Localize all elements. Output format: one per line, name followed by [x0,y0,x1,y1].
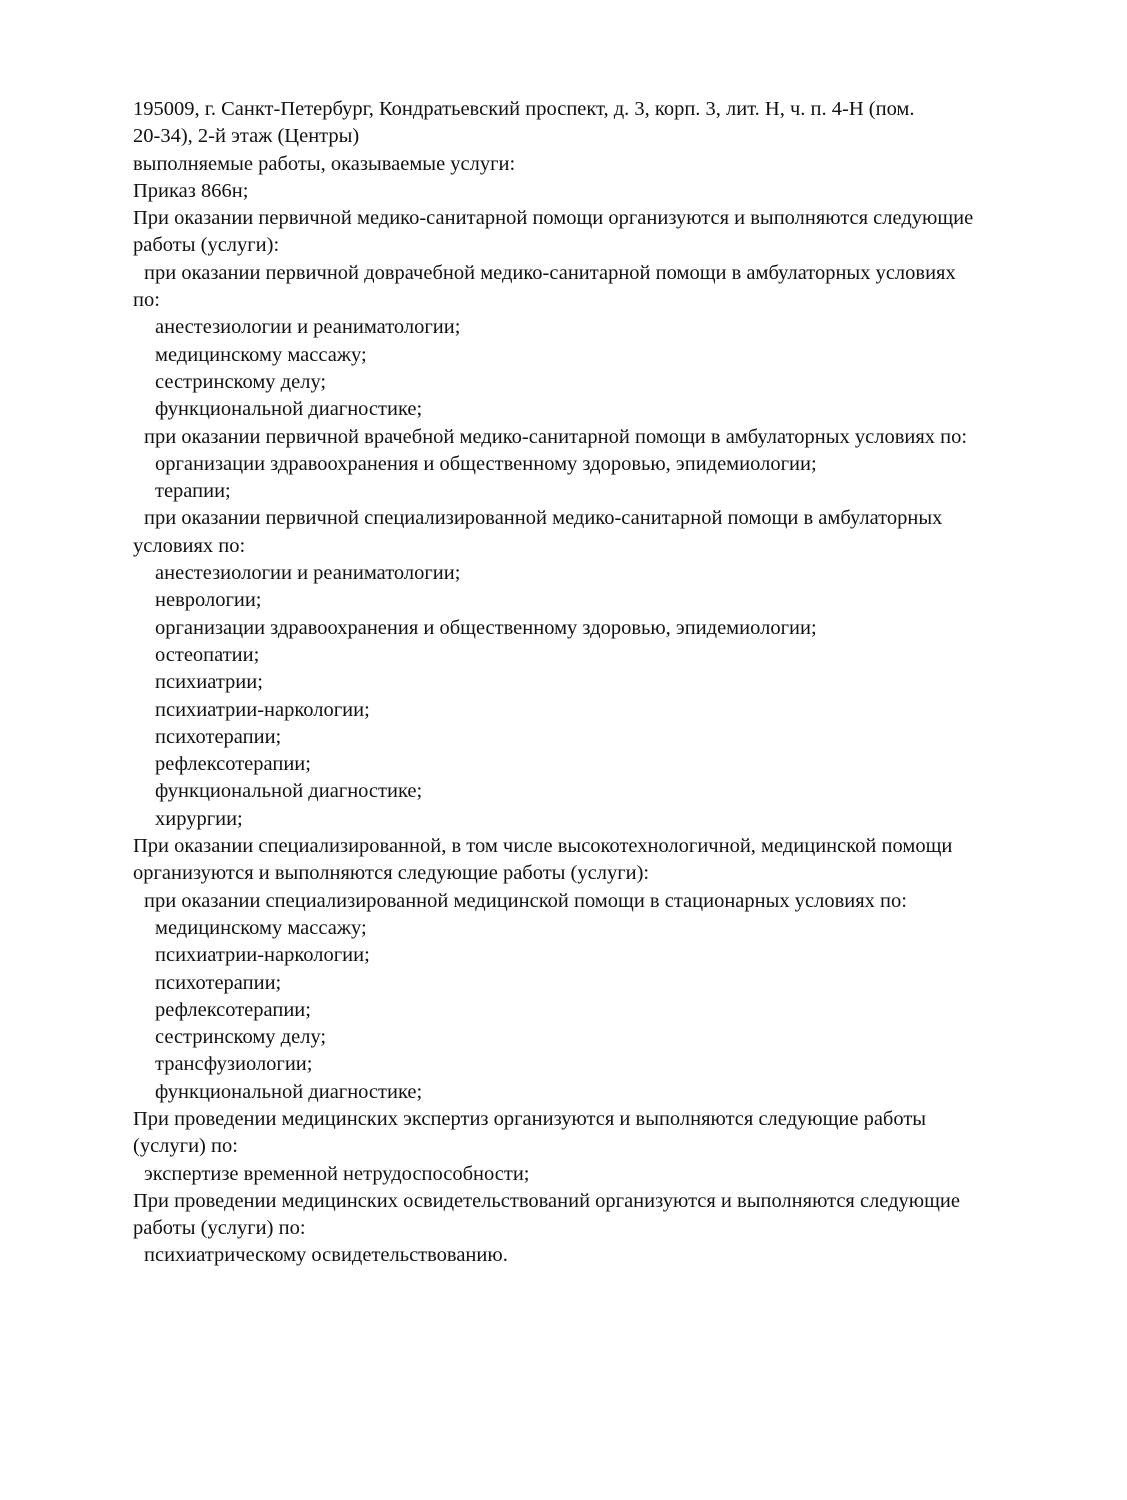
text-line: При оказании специализированной, в том числе высокотехнологичной, медицинской помощи [133,835,953,858]
text-line: При оказании первичной медико-санитарной помощи организуются и выполняются следующие [133,207,974,230]
text-line: выполняемые работы, оказываемые услуги: [133,152,516,175]
text-line: условиях по: [133,534,246,557]
text-line: Приказ 866н; [133,179,249,202]
text-line: При проведении медицинских экспертиз организуются и выполняются следующие работы [133,1107,927,1130]
list-item: психотерапии; [155,971,282,994]
list-item: функциональной диагностике; [155,1080,423,1103]
list-item: хирургии; [155,807,243,830]
list-item: функциональной диагностике; [155,398,423,421]
text-line: 195009, г. Санкт-Петербург, Кондратьевский проспект, д. 3, корп. 3, лит. Н, ч. п. 4-Н (пом. [133,98,915,120]
text-line: экспертизе временной нетрудоспособности; [144,1162,530,1185]
list-item: анестезиологии и реаниматологии; [155,316,461,339]
text-line: психиатрическому освидетельствованию. [144,1244,508,1267]
list-item: остеопатии; [155,643,260,666]
list-item: психиатрии-наркологии; [155,698,370,721]
list-item: сестринскому делу; [155,370,327,393]
text-line: при оказании первичной специализированной медико-санитарной помощи в амбулаторных [144,507,943,530]
list-item: психиатрии-наркологии; [155,944,370,967]
text-line: При проведении медицинских освидетельствований организуются и выполняются следующие [133,1189,960,1212]
text-line: при оказании первичной врачебной медико-санитарной помощи в амбулаторных условиях по: [144,425,968,448]
list-item: рефлексотерапии; [155,753,311,776]
text-line: по: [133,289,160,312]
text-line: работы (услуги): [133,234,280,257]
list-item: сестринскому делу; [155,1026,327,1049]
list-item: рефлексотерапии; [155,998,311,1021]
list-item: неврологии; [155,589,262,612]
list-item: медицинскому массажу; [155,343,367,366]
text-line: работы (услуги) по: [133,1217,306,1240]
document-body [133,96,1063,1270]
text-line: при оказании специализированной медицинской помощи в стационарных условиях по: [144,889,907,912]
list-item: психотерапии; [155,725,282,748]
text-line: (услуги) по: [133,1135,238,1158]
text-line: 20-34), 2-й этаж (Центры) [133,125,360,148]
list-item: медицинскому массажу; [155,916,367,939]
list-item: функциональной диагностике; [155,780,423,803]
list-item: терапии; [155,480,231,503]
list-item: трансфузиологии; [155,1053,313,1076]
list-item: психиатрии; [155,671,263,694]
text-line: при оказании первичной доврачебной медико-санитарной помощи в амбулаторных условиях [144,261,956,284]
text-line: организуются и выполняются следующие работы (услуги): [133,862,650,885]
list-item: анестезиологии и реаниматологии; [155,562,461,585]
list-item: организации здравоохранения и общественному здоровью, эпидемиологии; [155,452,817,475]
list-item: организации здравоохранения и общественному здоровью, эпидемиологии; [155,616,817,639]
